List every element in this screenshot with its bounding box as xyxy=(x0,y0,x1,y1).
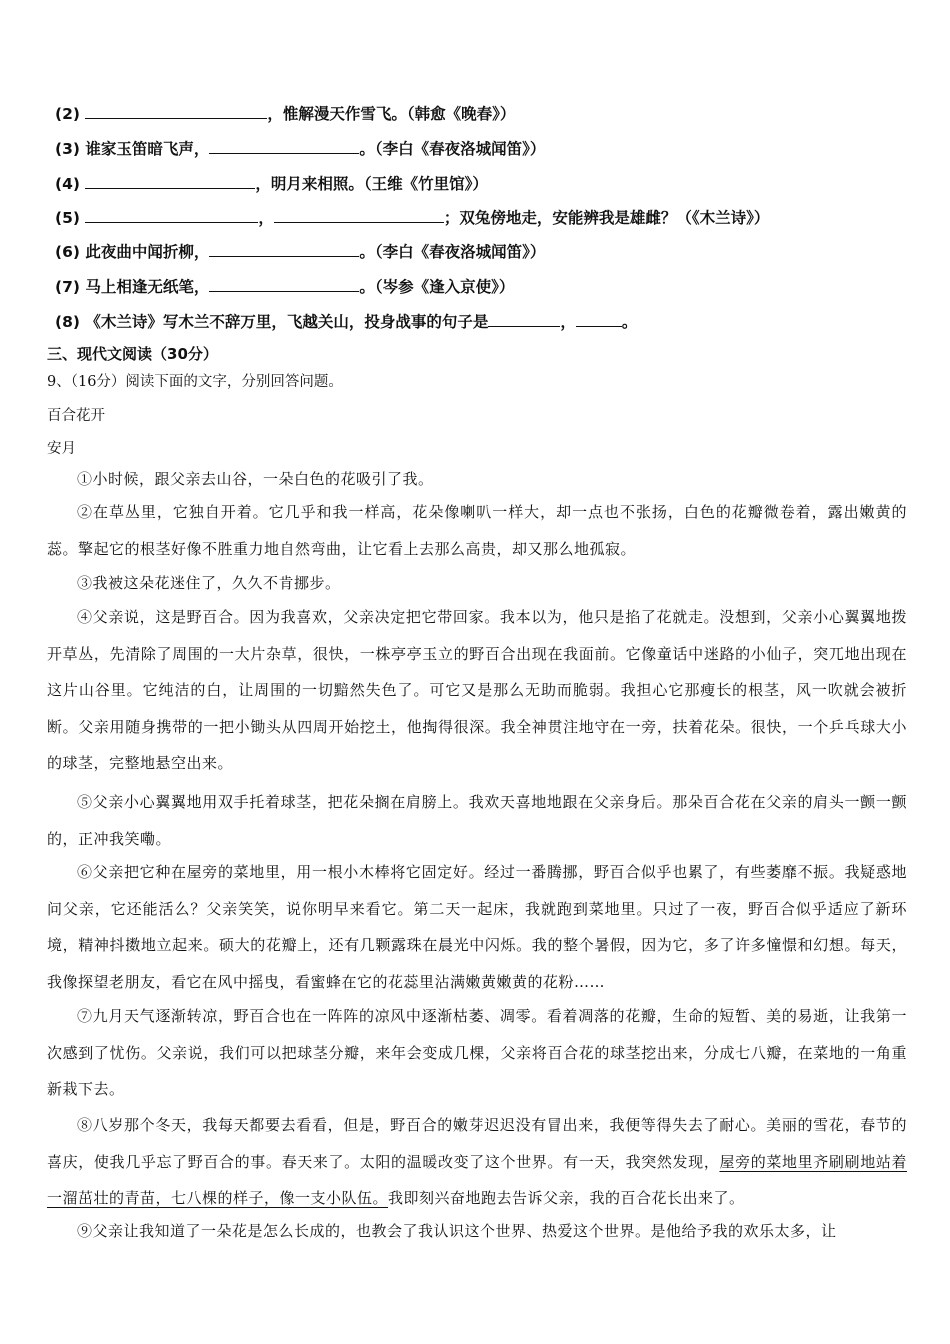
answer-blank-1[interactable] xyxy=(488,312,560,327)
paragraph-2: ②在草丛里，它独自开着。它几乎和我一样高，花朵像喇叭一样大，却一点也不张扬，白色的花瓣微卷着，露出嫩黄的蕊。擎起它的根茎好像不胜重力地自然弯曲，让它看上去那么高贵，却又那么地孤寂。 xyxy=(47,503,907,558)
question-6 xyxy=(55,240,915,262)
article-author: 安月 xyxy=(47,441,76,457)
underlined-sentence: 屋旁的菜地里齐刷刷地站着一溜茁壮的青苗，七八棵的样子，像一支小队伍。 xyxy=(47,1152,907,1207)
question-2 xyxy=(55,102,915,124)
question-number: (4) xyxy=(55,175,80,193)
question-number: (5) xyxy=(55,209,80,227)
question-number: (7) xyxy=(55,278,80,296)
paragraph-4: ④父亲说，这是野百合。因为我喜欢，父亲决定把它带回家。我本以为，他只是掐了花就走。没想到，父亲小心翼翼地拨开草丛，先清除了周围的一大片杂草，很快，一株亭亭玉立的野百合出现在我面前。它像童话中迷路的小仙子，突兀地出现在这片山谷里。它纯洁的白，让周围的一切黯然失色了。可它又是那么无助而脆弱。我担心它那瘦长的根茎，风一吹就会被折断。父亲用随身携带的一把小锄头从四周开始挖土，他掏得很深。我全神贯注地守在一旁，扶着花朵。很快，一个乒乓球大小的球茎，完整地悬空出来。 xyxy=(47,608,907,772)
answer-blank[interactable] xyxy=(85,104,267,119)
answer-blank[interactable] xyxy=(209,139,359,154)
question-text-middle: ， xyxy=(560,313,576,331)
question-text-after: 。（李白《春夜洛城闻笛》） xyxy=(359,243,546,261)
question-text-before: 此夜曲中闻折柳， xyxy=(85,243,210,261)
answer-blank-2[interactable] xyxy=(576,312,622,327)
paragraph-5: ⑤父亲小心翼翼地用双手托着球茎，把花朵搁在肩膀上。我欢天喜地地跟在父亲身后。那朵百合花在父亲的肩头一颤一颤的，正冲我笑嘞。 xyxy=(47,793,907,848)
paragraph-6: ⑥父亲把它种在屋旁的菜地里，用一根小木棒将它固定好。经过一番腾挪，野百合似乎也累了，有些萎靡不振。我疑惑地问父亲，它还能活么？父亲笑笑，说你明早来看它。第二天一起床，我就跑到菜地里。只过了一夜，野百合似乎适应了新环境，精神抖擞地立起来。硕大的花瓣上，还有几颗露珠在晨光中闪烁。我的整个暑假，因为它，多了许多憧憬和幻想。每天，我像探望老朋友，看它在风中摇曳，看蜜蜂在它的花蕊里沾满嫩黄嫩黄的花粉…… xyxy=(47,863,907,991)
question-number: (2) xyxy=(55,105,80,123)
answer-blank-2[interactable] xyxy=(274,208,444,223)
question-number: (3) xyxy=(55,140,80,158)
answer-blank[interactable] xyxy=(209,242,359,257)
article-title: 百合花开 xyxy=(47,408,105,424)
paragraph-7: ⑦九月天气逐渐转凉，野百合也在一阵阵的凉风中逐渐枯萎、凋零。看着凋落的花瓣，生命的短暂、美的易逝，让我第一次感到了忧伤。父亲说，我们可以把球茎分瓣，来年会变成几棵，父亲将百合花的球茎挖出来，分成七八瓣，在菜地的一角重新栽下去。 xyxy=(47,1007,907,1098)
question-text: ，惟解漫天作雪飞。（韩愈《晚春》） xyxy=(267,105,516,123)
paragraph-8-text: ⑧八岁那个冬天，我每天都要去看看，但是，野百合的嫩芽迟迟没有冒出来，我便等得失去了耐心。美丽的雪花，春节的喜庆，使我几乎忘了野百合的事。春天来了。太阳的温暖改变了这个世界。有一天，我突然发现， xyxy=(47,1116,907,1171)
question-number: (6) xyxy=(55,243,80,261)
answer-blank[interactable] xyxy=(209,277,359,292)
answer-blank[interactable] xyxy=(85,174,255,189)
question-text-middle: ， xyxy=(258,209,274,227)
question-3 xyxy=(55,137,915,159)
paragraph-3: ③我被这朵花迷住了，久久不肯挪步。 xyxy=(77,574,341,592)
question-text: ，明月来相照。（王维《竹里馆》） xyxy=(255,175,488,193)
question-intro: 9、（16分）阅读下面的文字，分别回答问题。 xyxy=(47,374,343,390)
question-text-after: ；双兔傍地走，安能辨我是雄雌？（《木兰诗》） xyxy=(443,209,770,227)
paragraph-1: ①小时候，跟父亲去山谷，一朵白色的花吸引了我。 xyxy=(77,470,434,488)
paragraph-9: ⑨父亲让我知道了一朵花是怎么长成的，也教会了我认识这个世界、热爱这个世界。是他给予我的欢乐太多，让 xyxy=(77,1222,837,1240)
question-text-after: 。（岑参《逢入京使》） xyxy=(359,278,515,296)
question-7 xyxy=(55,275,915,297)
question-text-before: 《木兰诗》写木兰不辞万里，飞越关山，投身战事的句子是 xyxy=(85,313,489,331)
question-text-after: 。 xyxy=(621,313,638,331)
question-4 xyxy=(55,172,915,194)
question-5 xyxy=(55,206,915,228)
paragraph-8 xyxy=(47,1107,907,1217)
question-text-before: 马上相逢无纸笔， xyxy=(85,278,210,296)
question-8 xyxy=(55,310,915,332)
question-text-after: 。（李白《春夜洛城闻笛》） xyxy=(359,140,546,158)
question-number: (8) xyxy=(55,313,80,331)
paragraph-8-text-after: 我即刻兴奋地跑去告诉父亲，我的百合花长出来了。 xyxy=(388,1189,745,1207)
question-text-before: 谁家玉笛暗飞声， xyxy=(85,140,210,158)
section-title: 三、现代文阅读（30分） xyxy=(47,345,218,363)
answer-blank-1[interactable] xyxy=(85,208,258,223)
